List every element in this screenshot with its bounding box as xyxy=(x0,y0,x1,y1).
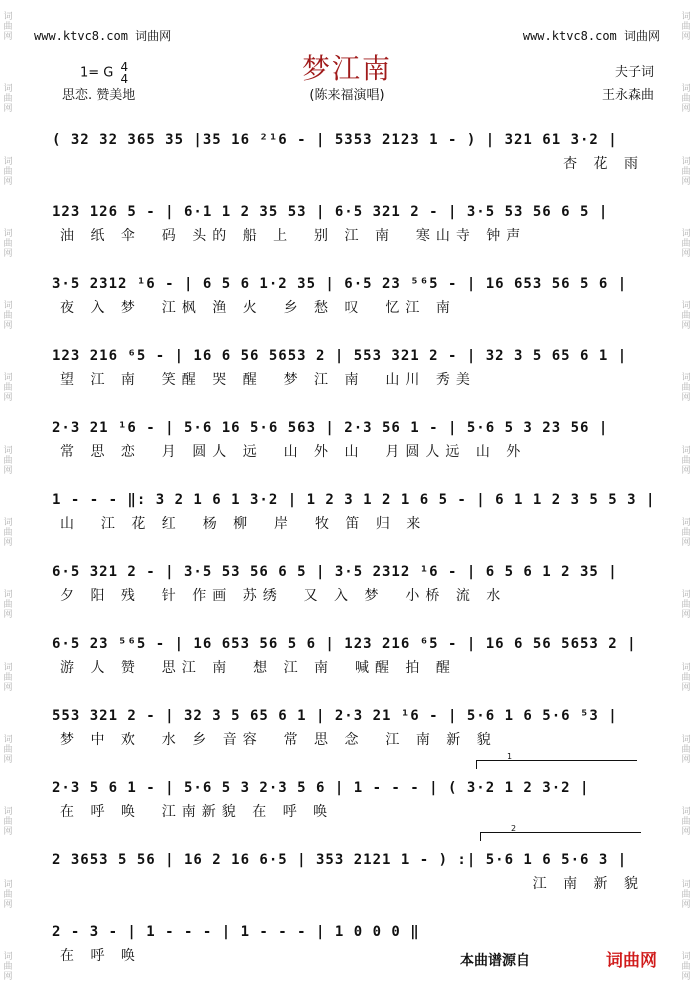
time-top: 4 xyxy=(120,60,129,74)
key-text: 1= G xyxy=(80,65,114,81)
score-system xyxy=(52,334,644,406)
singer-credit: (陈来福演唱) xyxy=(309,88,385,103)
notation-line: 2·3 21 ¹6 - | 5·6 16 5·6 563 | 2·3 56 1 - | 5·6 5 3 23 56 | xyxy=(52,420,609,436)
watermark-glyph: 词 曲 网 xyxy=(3,951,13,982)
watermark-glyph: 词 曲 网 xyxy=(681,807,691,838)
score-system xyxy=(52,752,644,838)
notation-line: 123 126 5 - | 6·1 1 2 35 53 | 6·5 321 2 - | 3·5 53 56 6 5 | xyxy=(52,204,609,220)
score-system xyxy=(52,262,644,334)
watermark-glyph: 词 曲 网 xyxy=(3,228,13,259)
lyric-line: 油 纸 伞 码 头的 船 上 别 江 南 寒山寺 钟声 xyxy=(60,228,527,244)
composer-credit: 王永森曲 xyxy=(601,88,654,103)
side-watermark-right xyxy=(680,0,692,994)
mood-marking: 思恋. 赞美地 xyxy=(62,88,136,103)
notation-line: 2 3653 5 56 | 16 2 16 6·5 | 353 2121 1 - ) :| 5·6 1 6 5·6 3 | xyxy=(52,852,628,868)
lyric-line: 夕 阳 残 针 作画 苏绣 又 入 梦 小桥 流 水 xyxy=(60,588,507,604)
lyric-line: 梦 中 欢 水 乡 音容 常 思 念 江 南 新 貌 xyxy=(60,732,497,748)
lyric-line: 望 江 南 笑醒 哭 醒 梦 江 南 山川 秀美 xyxy=(60,372,476,388)
score-system xyxy=(52,550,644,622)
notation-line: 553 321 2 - | 32 3 5 65 6 1 | 2·3 21 ¹6 - | 5·6 1 6 5·6 ⁵3 | xyxy=(52,708,618,724)
notation-line: 123 216 ⁶5 - | 16 6 56 5653 2 | 553 321 2 - | 32 3 5 65 6 1 | xyxy=(52,348,628,364)
time-signature xyxy=(121,61,129,85)
volta-number: 1 xyxy=(507,752,513,761)
notation-line: 2 - 3 - | 1 - - - | 1 - - - | 1 0 0 0 ‖ xyxy=(52,924,420,940)
watermark-glyph: 词 曲 网 xyxy=(3,84,13,115)
watermark-glyph: 词 曲 网 xyxy=(681,445,691,476)
score-system xyxy=(52,910,644,982)
watermark-glyph: 词 曲 网 xyxy=(681,590,691,621)
watermark-glyph: 词 曲 网 xyxy=(3,156,13,187)
score xyxy=(52,118,656,982)
watermark-glyph: 词 曲 网 xyxy=(681,228,691,259)
watermark-glyph: 词 曲 网 xyxy=(3,807,13,838)
site-watermark-left: www.ktvc8.com 词曲网 xyxy=(34,29,172,43)
watermark-glyph: 词 曲 网 xyxy=(3,734,13,765)
lyric-line: 夜 入 梦 江枫 渔 火 乡 愁 叹 忆江 南 xyxy=(60,300,456,316)
score-system xyxy=(52,622,644,694)
volta-number: 2 xyxy=(511,824,517,833)
watermark-glyph: 词 曲 网 xyxy=(3,662,13,693)
volta-bracket xyxy=(476,752,637,769)
watermark-glyph: 词 曲 网 xyxy=(681,84,691,115)
source-text: 本曲谱源自 xyxy=(460,953,530,969)
watermark-glyph: 词 曲 网 xyxy=(681,662,691,693)
watermark-glyph: 词 曲 网 xyxy=(681,373,691,404)
notation-line: ( 32 32 365 35 |35 16 ²¹6 - | 5353 2123 1 - ) | 321 61 3·2 | xyxy=(52,132,618,148)
notation-line: 1 - - - ‖: 3 2 1 6 1 3·2 | 1 2 3 1 2 1 6 5 - | 6 1 1 2 3 5 5 3 | xyxy=(52,492,656,508)
key-signature xyxy=(80,61,128,85)
song-title: 梦江南 xyxy=(301,52,392,85)
watermark-glyph: 词 曲 网 xyxy=(681,879,691,910)
lyricist-credit: 夫子词 xyxy=(614,65,654,80)
watermark-glyph: 词 曲 网 xyxy=(681,518,691,549)
watermark-glyph: 词 曲 网 xyxy=(3,12,13,42)
notation-line: 3·5 2312 ¹6 - | 6 5 6 1·2 35 | 6·5 23 ⁵⁶5 - | 16 653 56 5 6 | xyxy=(52,276,628,292)
score-system xyxy=(52,478,656,550)
watermark-glyph: 词 曲 网 xyxy=(681,156,691,187)
watermark-glyph: 词 曲 网 xyxy=(3,445,13,476)
time-bottom: 4 xyxy=(120,72,129,86)
watermark-glyph: 词 曲 网 xyxy=(3,590,13,621)
watermark-glyph: 词 曲 网 xyxy=(681,734,691,765)
score-system xyxy=(52,824,644,910)
lyric-line: 江 南 新 貌 xyxy=(532,876,644,892)
watermark-glyph: 词 曲 网 xyxy=(681,301,691,332)
watermark-glyph: 词 曲 网 xyxy=(681,951,691,982)
score-system xyxy=(52,694,644,766)
lyric-line: 在 呼 唤 江南新貌 在 呼 唤 xyxy=(60,804,334,820)
lyric-line: 山 江 花 红 杨 柳 岸 牧 笛 归 来 xyxy=(60,516,427,532)
brand-link[interactable]: 词曲网 xyxy=(606,951,657,971)
lyric-line: 常 思 恋 月 圆人 远 山 外 山 月圆人远 山 外 xyxy=(60,444,527,460)
site-watermark-right: www.ktvc8.com 词曲网 xyxy=(522,29,660,43)
watermark-glyph: 词 曲 网 xyxy=(3,879,13,910)
volta-bracket xyxy=(480,824,641,841)
notation-line: 2·3 5 6 1 - | 5·6 5 3 2·3 5 6 | 1 - - - | ( 3·2 1 2 3·2 | xyxy=(52,780,590,796)
watermark-glyph: 词 曲 网 xyxy=(681,12,691,42)
watermark-glyph: 词 曲 网 xyxy=(3,518,13,549)
score-system xyxy=(52,190,644,262)
notation-line: 6·5 23 ⁵⁶5 - | 16 653 56 5 6 | 123 216 ⁶5 - | 16 6 56 5653 2 | xyxy=(52,636,637,652)
score-system xyxy=(52,118,644,190)
lyric-line: 游 人 赞 思江 南 想 江 南 喊醒 拍 醒 xyxy=(60,660,456,676)
watermark-glyph: 词 曲 网 xyxy=(3,301,13,332)
side-watermark-left xyxy=(2,0,14,994)
lyric-line: 杏 花 雨 xyxy=(563,156,644,172)
notation-line: 6·5 321 2 - | 3·5 53 56 6 5 | 3·5 2312 ¹6 - | 6 5 6 1 2 35 | xyxy=(52,564,618,580)
watermark-glyph: 词 曲 网 xyxy=(3,373,13,404)
lyric-line: 在 呼 唤 xyxy=(60,948,141,964)
score-system xyxy=(52,406,644,478)
